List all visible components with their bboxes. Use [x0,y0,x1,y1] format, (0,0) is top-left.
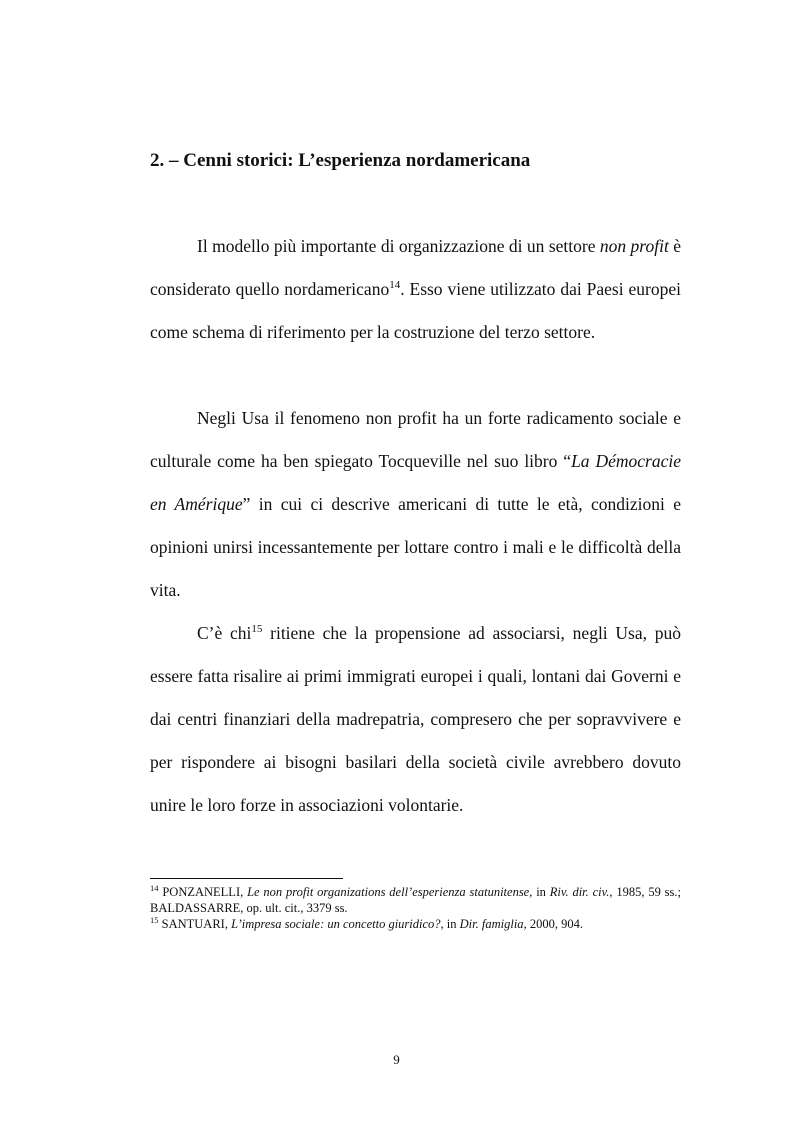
italic-text: Riv. dir. civ. [549,885,610,899]
footnote [150,916,681,932]
footnote-reference: 15 [150,915,159,925]
text-run: PONZANELLI, [158,885,248,899]
text-run: Negli Usa il fenomeno non profit ha un forte radicamento sociale e culturale come ha ben spiegato Tocqueville nel suo libro “ [150,408,681,471]
italic-text: L’impresa sociale: un concetto giuridico? [231,917,441,931]
footnotes [150,884,681,932]
text-run: Il modello più importante di organizzazione di un settore [197,236,600,256]
body-paragraph [150,612,681,827]
text-run: , in [440,917,460,931]
text-run: C’è chi [197,623,252,643]
italic-text: Dir. famiglia [459,917,524,931]
body-paragraph [150,225,681,354]
text-run: SANTUARI, [158,917,232,931]
text-run: . Esso viene utilizzato dai Paesi europei come schema di riferimento per la costruzione del terzo settore. [150,279,681,342]
footnote-reference: 14 [389,279,401,291]
text-run: ” in cui ci descrive americani di tutte le età, condizioni e opinioni unirsi incessantemente per lottare contro i mali e le difficoltà della vita. [150,494,681,600]
footnote [150,884,681,916]
text-run: , in [529,885,550,899]
footnote-separator [150,878,343,879]
section-heading: 2. – Cenni storici: L’esperienza nordamericana [150,150,531,171]
text-run: è considerato quello nordamericano [150,236,681,299]
italic-text: non profit [599,236,669,256]
footnote-reference: 14 [150,883,159,893]
footnote-reference: 15 [251,623,263,635]
page-number: 9 [393,1052,400,1067]
text-run: , 1985, 59 ss.; BALDASSARRE, op. ult. cit., 3379 ss. [150,885,682,915]
text-run: , 2000, 904. [523,917,583,931]
italic-text: La Démocracie en Amérique [150,451,681,514]
body-paragraph [150,397,681,612]
text-run: ritiene che la propensione ad associarsi, negli Usa, può essere fatta risalire ai primi immigrati europei i quali, lontani dai Governi e dai centri finanziari della madrepatria, compresero che per sopravvivere e per rispondere ai bisogni basilari della società civile avrebbero dovuto unire le loro forze in associazioni volontarie. [150,623,681,815]
italic-text: Le non profit organizations dell’esperienza statunitense [247,885,530,899]
